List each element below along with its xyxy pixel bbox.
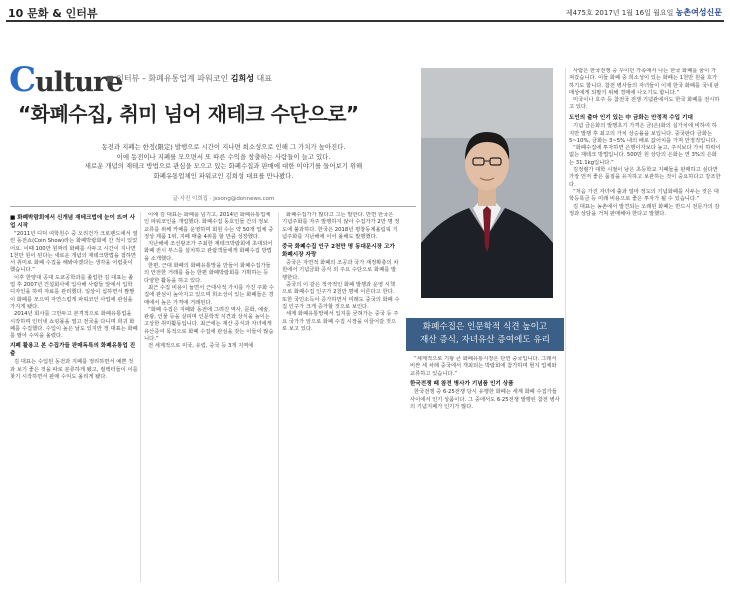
- issue-info: [566, 7, 722, 18]
- culture-logo-initial: C: [9, 60, 36, 100]
- paragraph: 한국전쟁 중 6·25전쟁 당시 유행한 화폐는 세계 화폐 수집가들 사이에서 인기 상품이다. 그 중에서도 6·25전쟁 발행된 참전 병사의 기념지폐가 인기가 많다.: [410, 389, 560, 410]
- paragraph: “화폐수집에 투자하면 은행이자보다 높고, 주식보다 가치 하락이 없는 재테크 방법입니다. 500만 원 상당의 은화는 연 3%의 은화는 31.1kg입니다.”: [569, 145, 721, 166]
- paragraph: 사람은 한국전쟁 중 꾸이던 가족에서 나는 한국 화폐를 꿈이 가져갔습니다. 이들 화폐 중 희소성이 있는 화폐는 1천만 원을 호가하기도 합니다. 참전 병사들의 자녀들이 이제 한국 화폐를 국내 판매상에게 되팔기 위해 경매에 나오기도 합니다.”: [569, 68, 719, 96]
- paragraph: 이후 한양대 공대 도쿄공학과를 졸업한 김 대표는 졸업 후 2007년 건설회사에 입사해 사람들 앞에서 입학 디자인을 하며 자료를 관리했다. 일상이 십하면서 짬짬이 화폐를 모으며 자연스럽게 파워코인 사업에 관심을 가지게 됐다.: [10, 274, 135, 310]
- pull-quote-line: 화폐수집은 인문학적 식견 높이고: [422, 322, 548, 332]
- paragraph: 2014년 회사를 그만두고 본격적으로 화폐유통업을 시작하며 인터넷 쇼핑몰을 열고 전국을 다니며 희귀 화폐를 수집했다. 수입이 높은 날도 있지만 정 대표는 화폐를 팔아 수익을 올렸다.: [10, 311, 138, 340]
- paragraph: 세계 화폐유통망에서 입지를 굳혀가는 중국 등 주요 국가가 앞으로 화폐 수집 시장을 이끌어갈 것으로 보고 있다.: [282, 311, 399, 332]
- paragraph: 한편, 근대 화폐의 화폐유통망을 만들어 화폐수집가들의 안전한 거래를 돕는 한편 화폐박람회를 기획하는 등 다양한 활동을 하고 있다.: [144, 263, 271, 284]
- article-column-5: [569, 68, 721, 588]
- article-column-4: [410, 356, 560, 588]
- section-tag: [106, 73, 272, 84]
- interviewee-role: 대표: [256, 74, 272, 83]
- tag-section: ■ 인터뷰 – 화폐유통업계 파워코인: [106, 74, 229, 83]
- byline: 글·사진 이희집 · jssong@donnews.com: [172, 196, 275, 202]
- article-column-1: [10, 212, 138, 587]
- headline: “화폐수집, 취미 넘어 재테크 수단으로”: [18, 102, 359, 126]
- page-section: 10 문화 & 인터뷰: [8, 7, 98, 20]
- portrait-image: [421, 68, 553, 298]
- interviewee-photo: [421, 68, 553, 298]
- article-column-2: [144, 212, 275, 587]
- lede: [36, 143, 411, 181]
- paper-name: 농촌여성신문: [675, 8, 722, 17]
- paragraph: “세계적으로 기왕 큰 화폐유통시장은 단연 중국입니다. 그래서 비싼 세 차례 중국에서 개최되는 박람회에 참가하며 현지 업체와 교류하고 있습니다.”: [410, 356, 557, 377]
- article-column-3: [282, 212, 400, 587]
- paragraph: 중국의 이 같은 적극적인 화폐 발행과 운영 시책으로 화폐수집 인구가 2천만 명에 이른다고 한다. 또한 국민소득이 증가하면서 미래도 중국의 화폐 수집 인구가 크게 증가할 것으로 보인다.: [282, 282, 400, 310]
- subheading: ■ 화폐박람회에서 신개념 재테크법에 눈이 뜨여 사업 시작: [10, 215, 136, 229]
- subheading: 도인의 출마 인기 있는 中 금화는 안정적 수입 기대: [569, 114, 693, 121]
- paragraph: 화폐수집가가 많다고 그는 말한다. 반면 한국은 기념주화를 자주 발행하지 않아 수집가가 2만 명 정도에 불과하다. 한국은 2018년 평창동계올림픽 기념주화를 지난해에 이어 올해도 발행했다.: [282, 212, 400, 240]
- paragraph: “2011년 디딕 여학원수 중 오리건가 크로렌드에서 열린 동전쇼(Coin Show)라는 화폐박람회에 간 적이 있었어요. 이때 100만 원짜리 화폐를 사두고 시간이 지나면 1천만 원이 된다는 새로운 개념의 재테크방법을 접하면서 취미로 화폐 수집을 해봐야겠다는 생각을 어렴풋이 했습니다.”: [10, 231, 138, 274]
- paragraph: 중국은 자연적 화폐의 조공과 국가 재정확충의 차원에서 기념금화 증식 외 주요 수단으로 화폐를 발행한다.: [282, 260, 399, 281]
- paragraph: 미국이나 호주 등 참전국 전쟁 기념관에서도 한국 화폐를 전시하고 있다.: [569, 97, 720, 111]
- paragraph: 김 대표는 농촌에서 발견되는 오래된 화폐는 반드시 전문가의 감정과 상담을 거쳐 판매해야 한다고 말했다.: [569, 203, 720, 217]
- subheading: 중국 화폐수집 인구 2천만 명 동대문시장 고가 화폐시장 자랑: [282, 244, 395, 258]
- pull-quote: [406, 318, 564, 351]
- subheading: 지폐 활용고 본 수집가들 판매독특의 화폐유통업 진출: [10, 343, 136, 357]
- paragraph: 기념 금은화의 발행초기 가격은 금(은)화의 실가치에 비하여 하지만 발행 후 최고의 가치 상승률을 보입니다. 중국판다 금화는 5~10%, 금화는 3~5% 내의 배로 값어치를 가져 안정적입니다.: [569, 123, 718, 144]
- divider: [10, 206, 416, 207]
- lede-line: 동전과 지폐는 한정(限定) 발행으로 시간이 지나면 희소성으로 인해 그 가치가 높아진다.: [101, 143, 346, 151]
- lede-line: 화폐유통업체인 파워코인 김희성 대표를 만나봤다.: [153, 171, 294, 180]
- pull-quote-line: 재산 증식, 자녀유산 증여에도 유리: [420, 335, 550, 345]
- lede-line: 새로운 개념의 재테크 방법으로 관심을 모으고 있는 화폐수집과 판매에 대한 이야기를 들어보기 위해: [84, 162, 363, 170]
- paragraph: 김정렬가 대학 시절이 남은 초등학교 지폐들을 판매하고 싶다면 가장 먼저 좋은 품질을 유지하고 보관하는 것이 중요하다고 강조한다.: [569, 167, 721, 188]
- subheading: 한국전쟁 때 참전 병사가 기념품 인기 상품: [410, 380, 514, 387]
- column-divider: [278, 212, 279, 582]
- column-divider: [565, 68, 566, 583]
- paragraph: 최근 수집 비용이 늘면서 근대사적 가치를 가진 주화 수집에 관심이 높아지고 있으며 희소성이 있는 화폐들은 경매에서 높은 가격에 거래된다.: [144, 284, 275, 306]
- interviewee-name: 김희성: [230, 74, 254, 83]
- paragraph: 전 세계적으로 미국, 유럽, 중국 등 3개 지역에: [148, 343, 254, 350]
- paragraph: 지난해에 조선왕조가 주최한 재테크박람회에 초대되어 화폐 전시 부스를 설치하고 관람객들에게 화폐수집 방법을 소개했다.: [144, 241, 273, 262]
- column-divider: [140, 212, 141, 582]
- paragraph: 김 대표는 수입된 동전과 지폐를 정리하면서 예쁜 것과 보기 좋은 것을 따로 분류하게 됐고, 컬렉터들이 이를 찾기 시작하면서 판매 수익도 올리게 됐다.: [10, 359, 138, 381]
- paragraph: 이에 김 대표는 화폐를 넘기고, 2014년 화폐유통업체인 파워코인을 개업했다. 화폐수집 동호인들 간의 정보 교류를 위해 카페를 운영하며 회원 수는 약 50개 업체 중 정상 제품 1위, 지폐 매출 4위를 할 만큼 성장했다.: [144, 212, 274, 240]
- paragraph: “화폐 수집은 지폐와 동전에 그려진 역사, 문화, 예술, 관광, 인물 등을 살피며 인문학적 식견과 상식을 높이는 고상한 취미활동입니다. 최근에는 재산 증식과 자녀에게 유산증여 목적으로 화폐 수집에 관심을 갖는 이들이 많습니다.”: [144, 306, 274, 343]
- paragraph: “처음 가진 자녀에 출과 얼마 정도의 기념화폐를 사두는 것은 대학등록금 등 미래 비용으로 좋은 투자가 될 수 있습니다.”: [569, 188, 719, 203]
- lede-line: 이에 동전이나 지폐를 모으면서 또 따른 수익을 창출하는 사람들이 늘고 있다.: [116, 152, 331, 161]
- issue-date: 제475호 2017년 1월 16일 월요일: [565, 9, 674, 17]
- page-header: [6, 4, 724, 22]
- culture-logo-rest: ulture: [35, 67, 123, 98]
